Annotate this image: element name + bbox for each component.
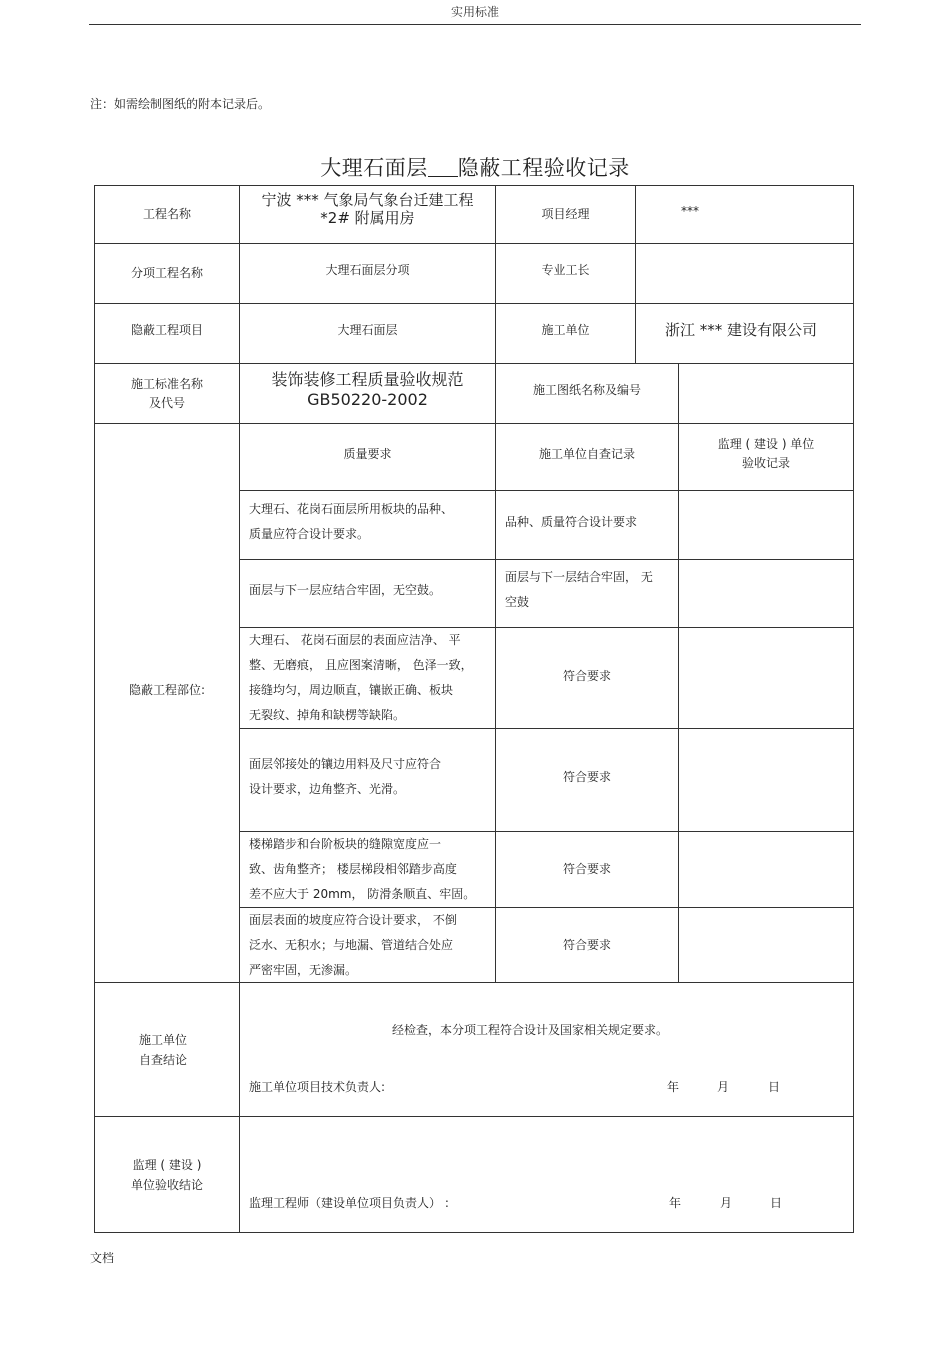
note-text: 注：如需绘制图纸的附本记录后。 [90, 97, 271, 111]
title-part2: 隐蔽工程验收记录 [457, 156, 630, 180]
contractor-label: 施工单位 [541, 322, 590, 337]
supervision-5 [679, 832, 853, 907]
hidden-item-value: 大理石面层 [337, 322, 398, 337]
requirement-4: 面层邻接处的镶边用料及尺寸应符合 设计要求，边角整齐、光滑。 [249, 757, 442, 796]
self-conclusion-signer: 施工单位项目技术负责人: [249, 1080, 386, 1094]
foreman-label: 专业工长 [541, 262, 590, 277]
page-footer: 文档 [90, 1251, 115, 1265]
self-check-5: 符合要求 [562, 862, 611, 876]
supervision-6 [679, 908, 853, 982]
col-self-check-header: 施工单位自查记录 [538, 446, 635, 461]
self-conclusion-label: 施工单位 自查结论 [138, 1032, 187, 1067]
supervision-conclusion-month: 月 [720, 1196, 733, 1210]
requirement-3: 大理石、 花岗石面层的表面应洁净、 平 整、无磨痕， 且应图案清晰， 色泽一致， 接缝均匀，周边顺直，镶嵌正确、板块 无裂纹、掉角和缺楞等缺陷。 [249, 633, 473, 722]
col-quality-header: 质量要求 [343, 446, 392, 461]
drawing-label: 施工图纸名称及编号 [532, 382, 641, 397]
supervision-1 [679, 491, 853, 559]
supervision-conclusion-day: 日 [770, 1196, 783, 1210]
title-part1: 大理石面层 [320, 156, 428, 180]
self-check-4: 符合要求 [562, 769, 611, 784]
col-supervision-header: 监理 ( 建设 ) 单位 验收记录 [717, 437, 815, 470]
supervision-2 [679, 560, 853, 627]
self-conclusion-year: 年 [667, 1080, 680, 1094]
self-conclusion-statement: 经检查，本分项工程符合设计及国家相关规定要求。 [391, 1022, 668, 1037]
page-header: 实用标准 [450, 5, 499, 19]
subitem-value: 大理石面层分项 [325, 262, 410, 277]
project-name-value: 宁波 *** 气象局气象台迁建工程 *2# 附属用房 [261, 191, 474, 227]
supervision-3 [679, 628, 853, 728]
standard-label: 施工标准名称 及代号 [130, 376, 203, 410]
project-name-label: 工程名称 [142, 207, 191, 221]
location-label: 隐蔽工程部位: [128, 682, 206, 697]
supervision-conclusion-year: 年 [669, 1196, 682, 1210]
requirement-1: 大理石、花岗石面层所用板块的品种、 质量应符合设计要求。 [249, 502, 454, 541]
requirement-5: 楼梯踏步和台阶板块的缝隙宽度应一 致、齿角整齐； 楼层梯段相邻踏步高度 差不应大于 20mm， 防滑条顺直、牢固。 [249, 837, 476, 901]
supervision-conclusion-signer: 监理工程师（建设单位项目负责人） : [249, 1196, 449, 1210]
hidden-item-label: 隐蔽工程项目 [130, 322, 203, 337]
self-check-3: 符合要求 [562, 668, 611, 683]
requirement-6: 面层表面的坡度应符合设计要求， 不倒 泛水、无积水；与地漏、管道结合处应 严密牢固，无渗漏。 [249, 912, 457, 977]
self-check-1: 品种、质量符合设计要求 [505, 514, 638, 529]
standard-value: 装饰装修工程质量验收规范 GB50220-2002 [271, 370, 464, 409]
self-conclusion-day: 日 [768, 1080, 781, 1094]
self-check-6: 符合要求 [562, 937, 611, 952]
subitem-label: 分项工程名称 [130, 266, 203, 280]
requirement-2: 面层与下一层应结合牢固，无空鼓。 [249, 582, 442, 597]
project-manager-label: 项目经理 [541, 207, 590, 221]
contractor-value: 浙江 *** 建设有限公司 [664, 320, 818, 339]
foreman-value [636, 244, 853, 303]
self-check-2: 面层与下一层结合牢固， 无 空鼓 [505, 570, 653, 609]
drawing-value [679, 364, 853, 423]
supervision-conclusion-label: 监理 ( 建设 ) 单位验收结论 [130, 1157, 203, 1192]
self-conclusion-month: 月 [717, 1080, 730, 1094]
project-manager-value: *** [681, 203, 699, 218]
supervision-4 [679, 729, 853, 831]
